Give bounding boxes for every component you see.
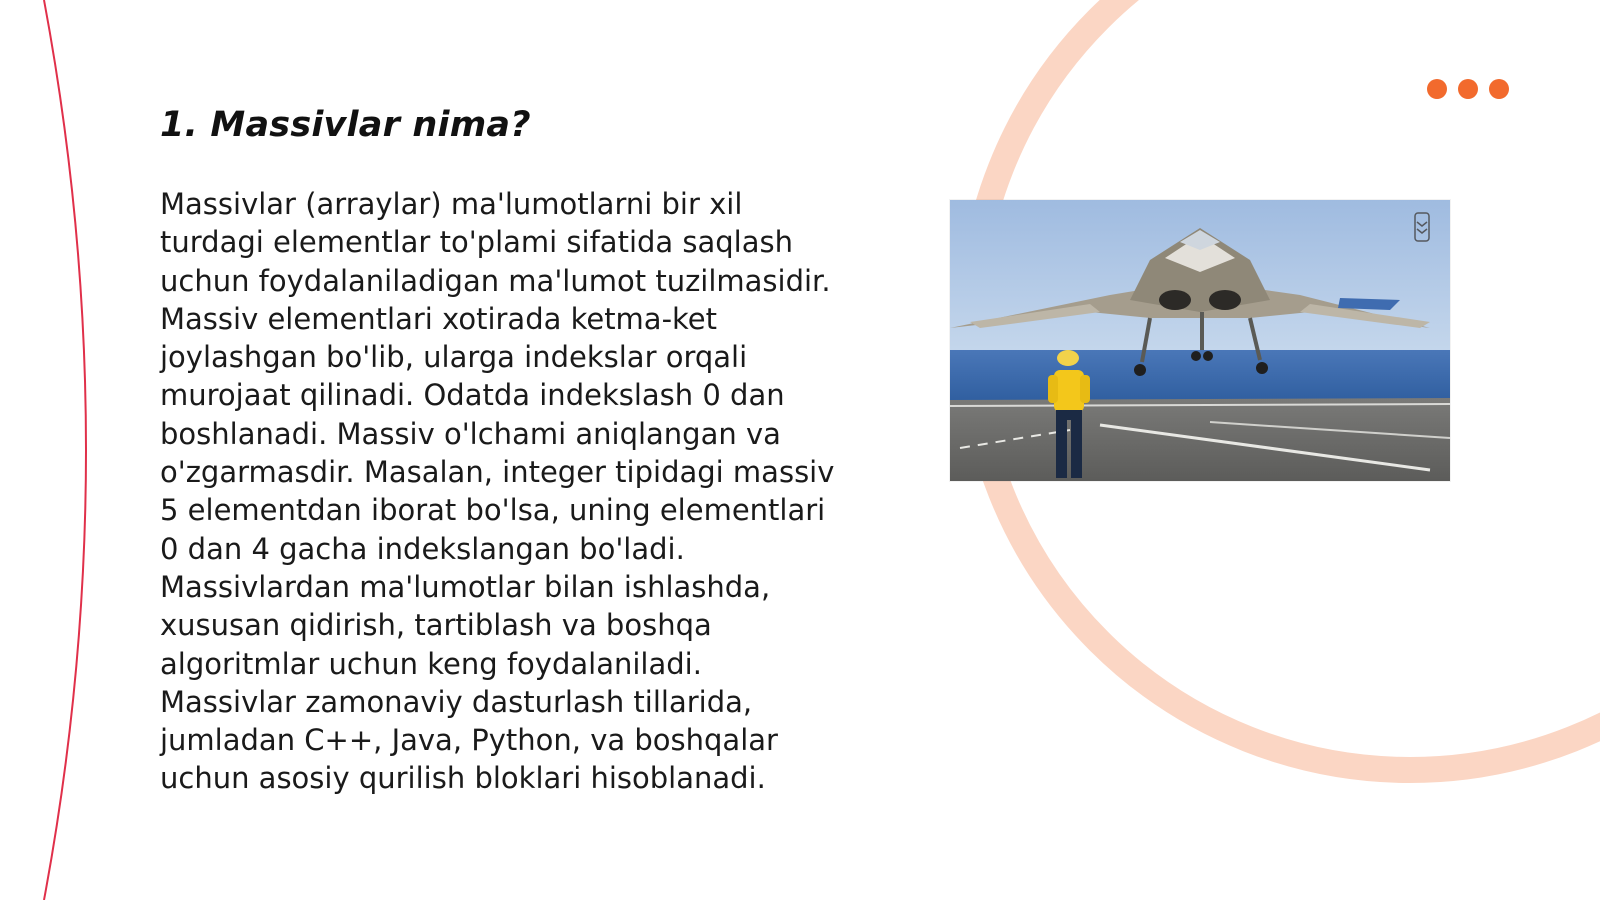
dots-decoration [1427, 79, 1509, 99]
jet-photo-illustration [950, 200, 1450, 481]
dot-3 [1489, 79, 1509, 99]
left-curved-line [44, 0, 86, 900]
dot-2 [1458, 79, 1478, 99]
jet-photo [950, 200, 1450, 481]
dot-1 [1427, 79, 1447, 99]
slide-title: 1. Massivlar nima? [160, 105, 531, 145]
slide-body-text: Massivlar (arraylar) ma'lumotlarni bir xil turdagi elementlar to'plami sifatida saqlash uchun foydalaniladigan ma'lumot tuzilmasidir. Massiv elementlari xotirada ketma-ket joylashgan bo'lib, ularga indekslar orqali murojaat qilinadi. Odatda indekslash 0 dan boshlanadi. Massiv o'lchami aniqlangan va o'zgarmasdir. Masalan, integer tipidagi massiv 5 elementdan iborat bo'lsa, uning elementlari 0 dan 4 gacha indekslangan bo'ladi. Massivlardan ma'lumotlar bilan ishlashda, xususan qidirish, tartiblash va boshqa algoritmlar uchun keng foydalaniladi. Massivlar zamonaviy dasturlash tillarida, jumladan C++, Java, Python, va boshqalar uchun asosiy qurilish bloklari hisoblanadi. [160, 187, 835, 796]
